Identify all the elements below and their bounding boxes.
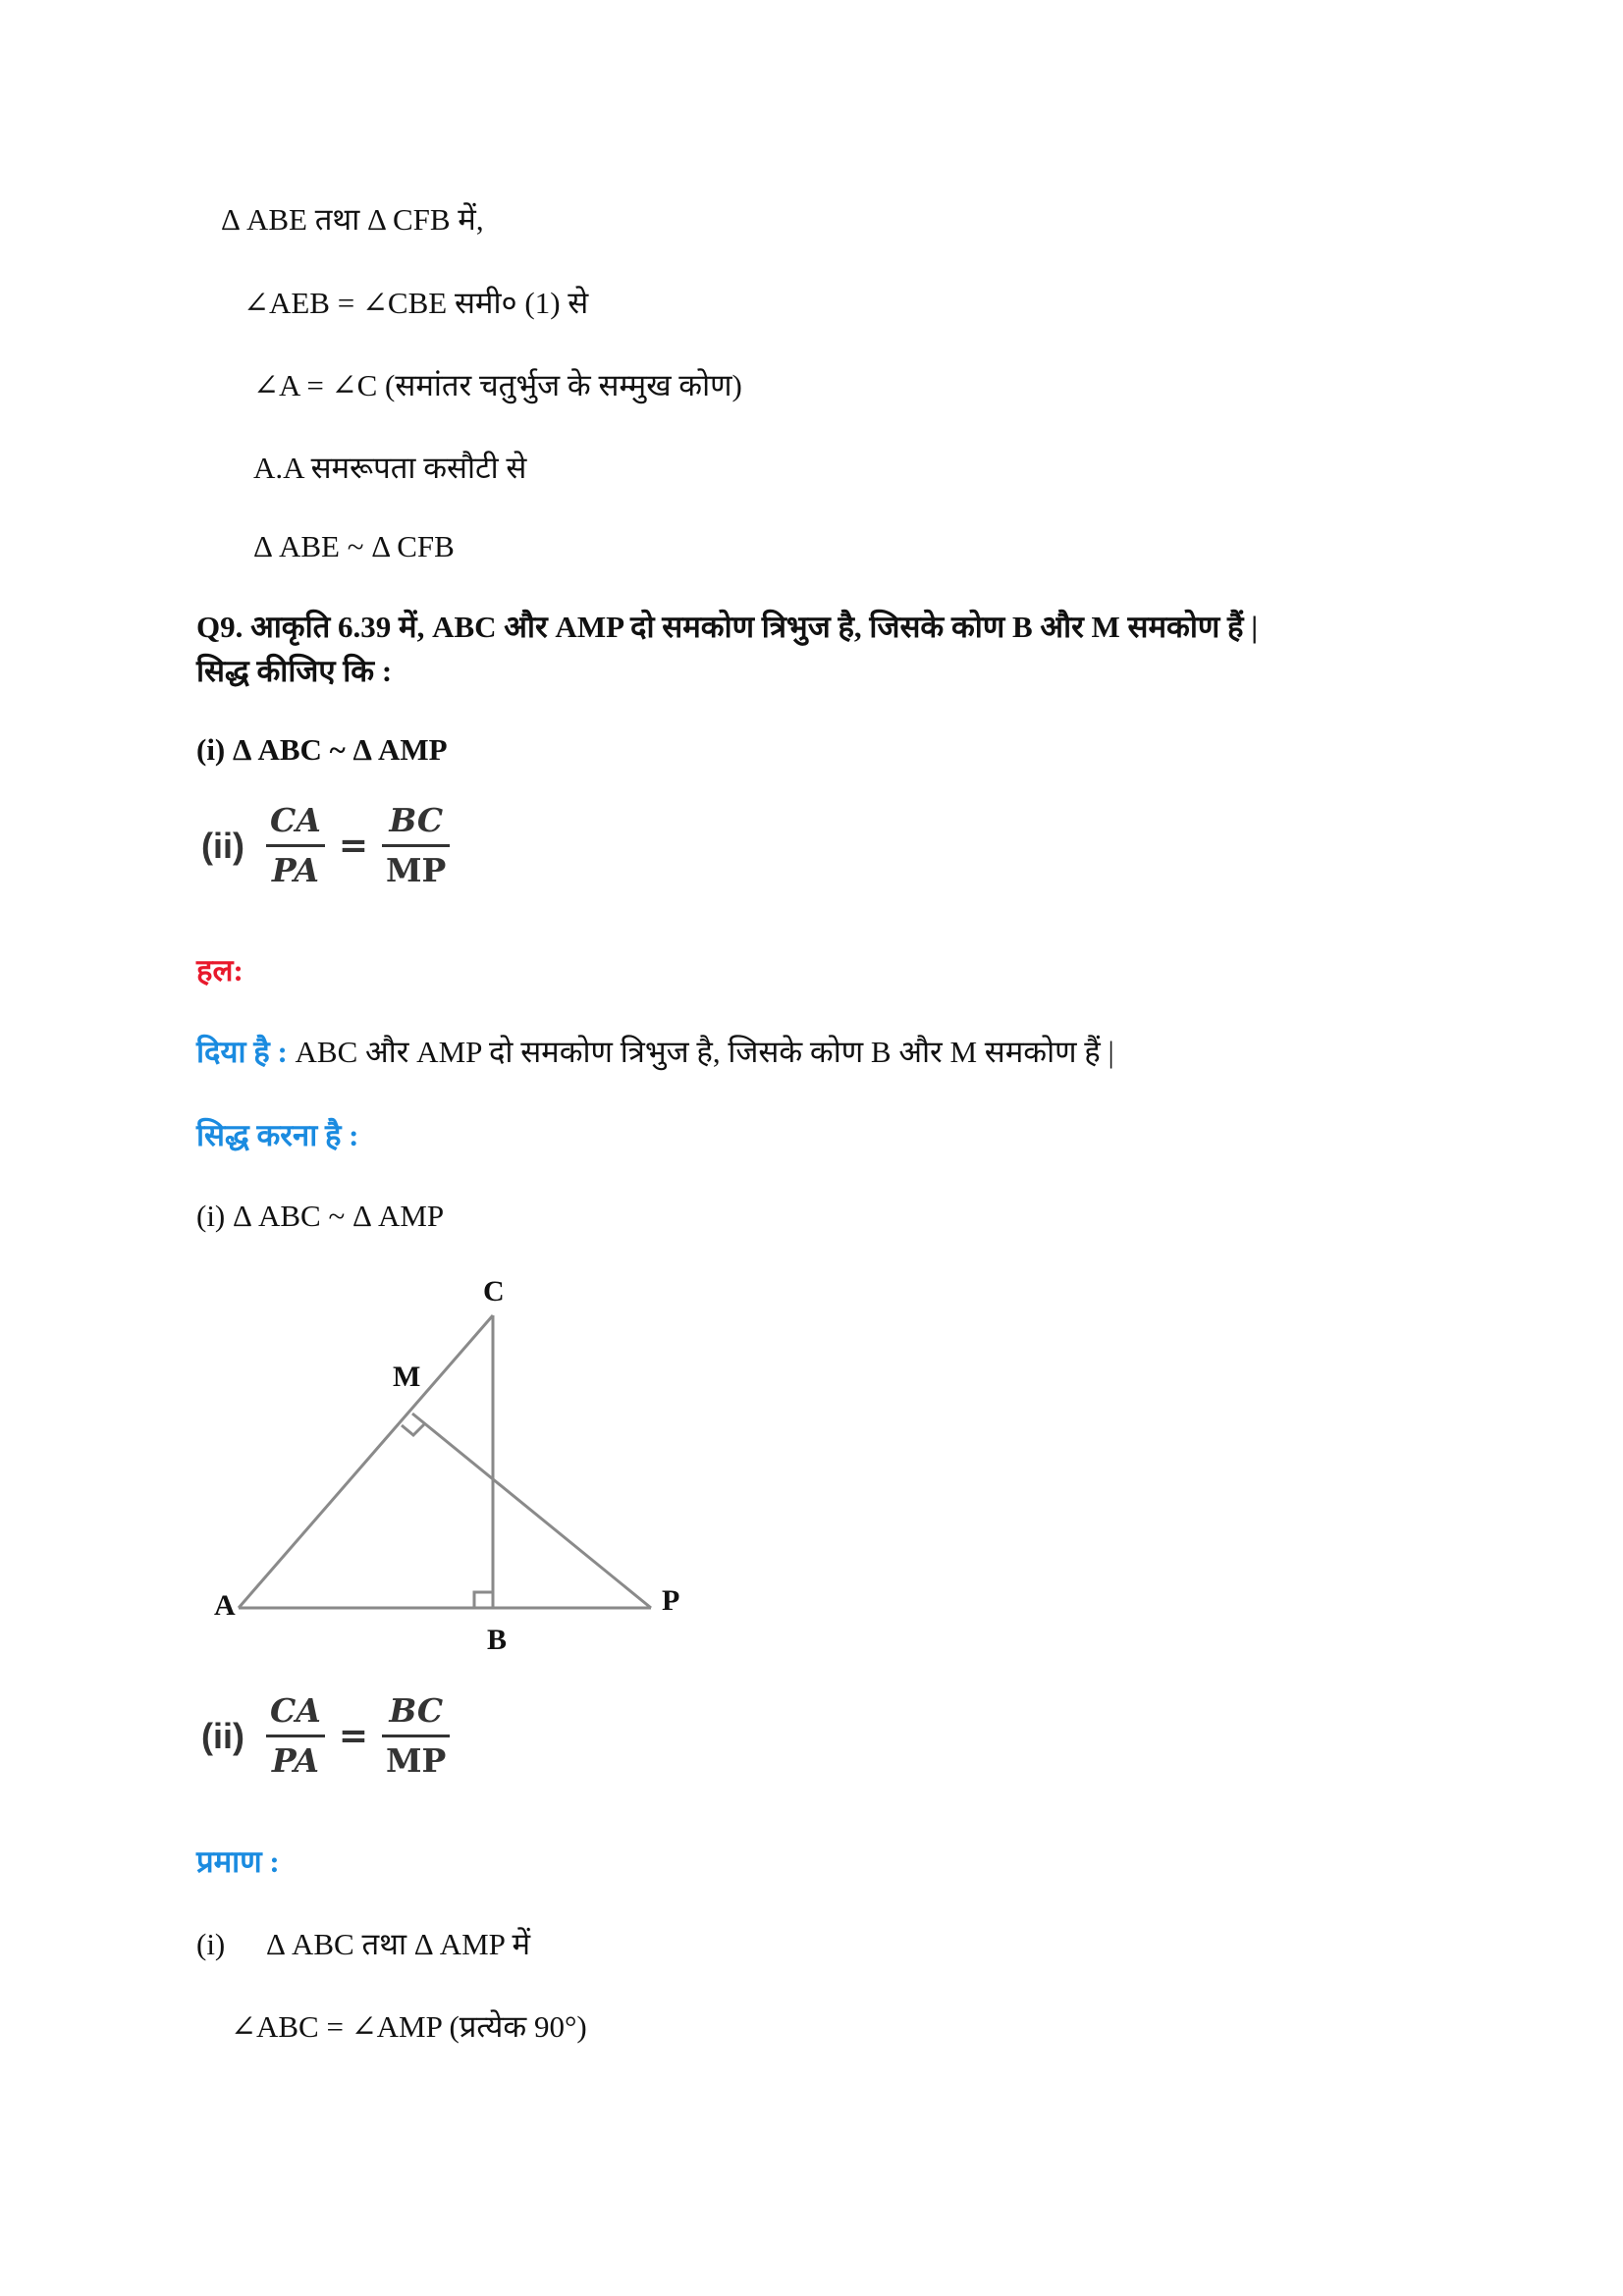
- given-statement: [196, 1034, 1114, 1070]
- label-b: B: [487, 1624, 508, 1656]
- fraction-bar: [266, 844, 325, 847]
- proof-line-angle: ∠ABC = ∠AMP (प्रत्येक 90°): [231, 2009, 587, 2044]
- to-prove-part-1: (i) Δ ABC ~ Δ AMP: [196, 1199, 445, 1233]
- fraction-rhs: [382, 803, 450, 889]
- segment-mp: [412, 1414, 651, 1608]
- proof-line: Δ ABE ~ Δ CFB: [253, 529, 455, 563]
- proof-line: Δ ABE तथा Δ CFB में,: [221, 202, 484, 237]
- proof-line: ∠AEB = ∠CBE समी० (1) से: [243, 286, 589, 320]
- part-label: (ii): [201, 1715, 244, 1756]
- fraction-lhs: [266, 803, 325, 889]
- denominator: MP: [386, 851, 447, 890]
- numerator: CA: [269, 1691, 321, 1730]
- question-instruction: सिद्ध कीजिए कि :: [196, 654, 393, 688]
- part-label: (ii): [201, 825, 244, 866]
- denominator: MP: [386, 1741, 447, 1781]
- numerator: BC: [389, 801, 444, 839]
- step-number: (i): [196, 1927, 226, 1961]
- proof-step-1: [196, 1926, 530, 1962]
- right-angle-b-icon: [474, 1592, 493, 1608]
- label-c: C: [483, 1275, 505, 1308]
- step-text: Δ ABC तथा Δ AMP में: [266, 1927, 531, 1961]
- fraction-rhs: [382, 1693, 450, 1780]
- question-text: Q9. आकृति 6.39 में, ABC और AMP दो समकोण त्रिभुज है, जिसके कोण B और M समकोण हैं |: [196, 610, 1259, 644]
- label-a: A: [214, 1589, 236, 1622]
- triangle-figure: [196, 1266, 707, 1679]
- solution-heading: हल:: [196, 953, 243, 988]
- given-text: ABC और AMP दो समकोण त्रिभुज है, जिसके कोण B और M समकोण हैं |: [295, 1035, 1114, 1069]
- proof-line: A.A समरूपता कसौटी से: [253, 451, 527, 485]
- label-p: P: [662, 1584, 680, 1617]
- proof-label: प्रमाण :: [196, 1844, 280, 1879]
- fraction-lhs: [266, 1693, 325, 1780]
- fraction-bar: [382, 1735, 450, 1737]
- right-angle-m-icon: [402, 1423, 425, 1435]
- numerator: CA: [269, 801, 321, 839]
- fraction-bar: [266, 1735, 325, 1737]
- given-label: दिया है :: [196, 1035, 288, 1069]
- proof-line: ∠A = ∠C (समांतर चतुर्भुज के सम्मुख कोण): [253, 368, 742, 402]
- numerator: BC: [389, 1691, 444, 1730]
- to-prove-part-2-equation: [201, 1693, 450, 1780]
- question-part-2-equation: [201, 803, 450, 889]
- label-m: M: [393, 1361, 421, 1393]
- denominator: PA: [271, 851, 319, 890]
- equals-sign: =: [338, 826, 369, 867]
- equals-sign: =: [338, 1716, 369, 1757]
- fraction-bar: [382, 844, 450, 847]
- to-prove-label: सिद्ध करना है :: [196, 1118, 359, 1152]
- segment-ac: [239, 1315, 493, 1608]
- question-part-1: (i) Δ ABC ~ Δ AMP: [196, 732, 448, 767]
- denominator: PA: [271, 1741, 319, 1781]
